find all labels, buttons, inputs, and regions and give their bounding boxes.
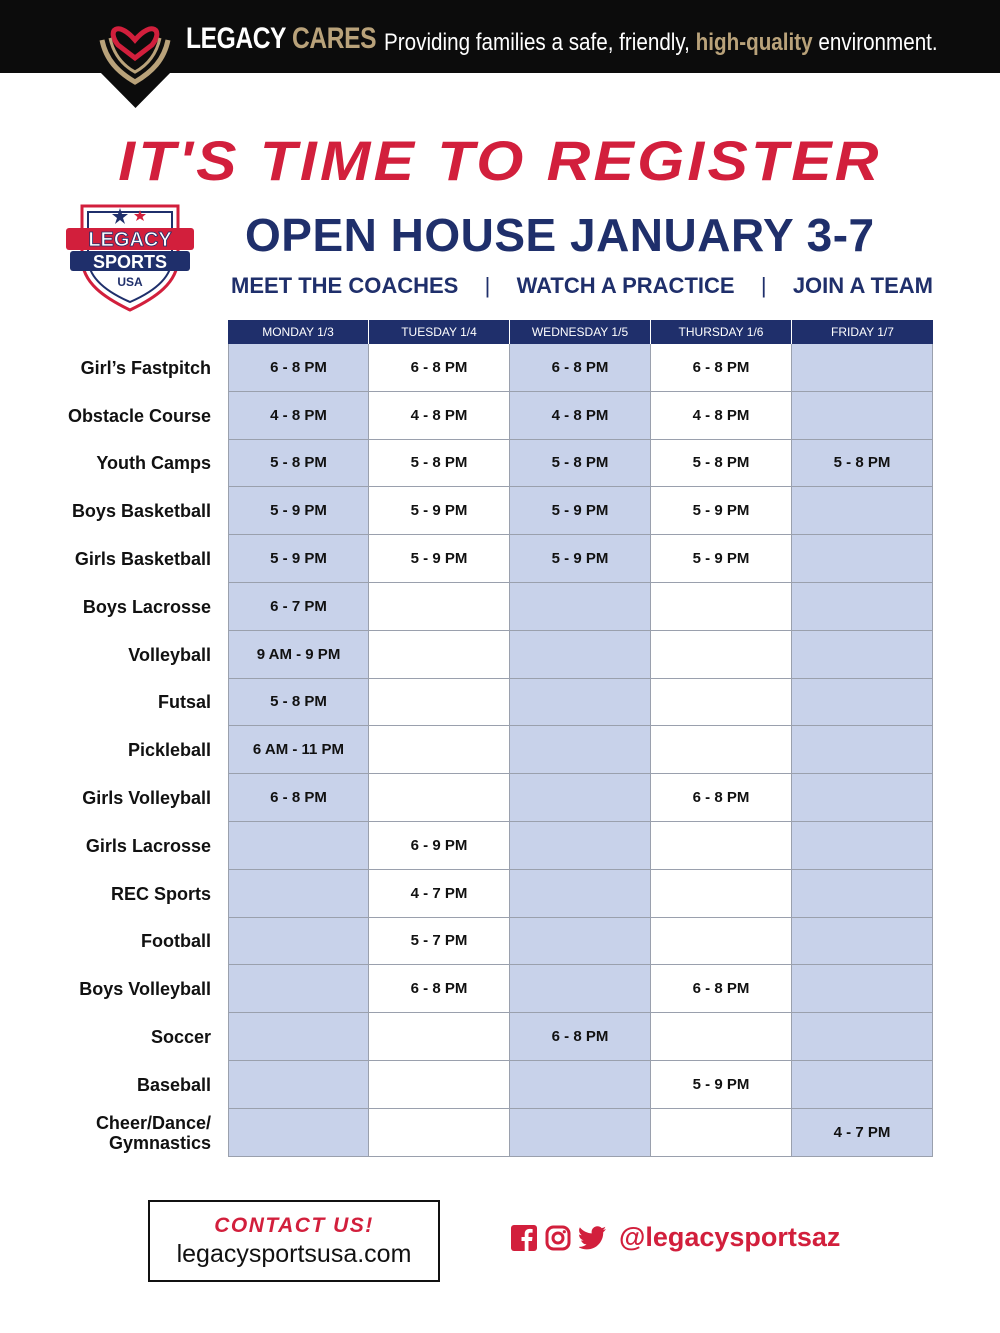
top-banner	[0, 0, 1000, 73]
table-row	[0, 1061, 1000, 1109]
time-cell: 6 - 8 PM	[651, 965, 792, 1013]
time-cell: 5 - 7 PM	[369, 918, 510, 966]
time-cell: 5 - 9 PM	[228, 487, 369, 535]
sport-label	[128, 726, 211, 774]
sport-label-text: Obstacle Course	[67, 405, 211, 426]
time-cell	[651, 583, 792, 631]
time-cell	[510, 679, 651, 727]
sport-label-text: Cheer/Dance/ Gymnastics	[95, 1112, 211, 1153]
contact-box	[148, 1200, 440, 1282]
sport-label-text: Girls Basketball	[74, 549, 211, 570]
time-cell: 4 - 8 PM	[369, 392, 510, 440]
table-row	[0, 631, 1000, 679]
sport-label	[96, 1109, 211, 1157]
sport-label-text: Pickleball	[127, 740, 211, 761]
time-cell	[792, 679, 933, 727]
sport-label	[68, 392, 211, 440]
sport-label-text: REC Sports	[110, 883, 211, 904]
sport-label	[79, 965, 211, 1013]
sport-label-text: Boys Basketball	[71, 501, 211, 522]
table-row	[0, 583, 1000, 631]
time-cell: 5 - 9 PM	[228, 535, 369, 583]
time-cell: 5 - 9 PM	[369, 535, 510, 583]
time-cell	[228, 1013, 369, 1061]
time-cell: 5 - 8 PM	[651, 440, 792, 488]
time-cell	[792, 918, 933, 966]
schedule-rows	[0, 344, 1000, 1157]
time-cell: 6 - 7 PM	[228, 583, 369, 631]
time-cell: 5 - 9 PM	[651, 487, 792, 535]
row-cells	[228, 1109, 933, 1157]
row-cells	[228, 1013, 933, 1061]
table-row	[0, 392, 1000, 440]
sport-label	[151, 1013, 211, 1061]
time-cell	[792, 774, 933, 822]
time-cell: 5 - 9 PM	[651, 1061, 792, 1109]
time-cell: 6 - 9 PM	[369, 822, 510, 870]
sport-label	[137, 1061, 211, 1109]
time-cell	[228, 965, 369, 1013]
time-cell: 4 - 8 PM	[651, 392, 792, 440]
time-cell	[510, 918, 651, 966]
time-cell: 5 - 8 PM	[228, 440, 369, 488]
row-cells	[228, 583, 933, 631]
table-row	[0, 965, 1000, 1013]
time-cell: 6 - 8 PM	[510, 344, 651, 392]
sport-label-text: Boys Lacrosse	[82, 596, 211, 617]
sport-label	[83, 583, 211, 631]
time-cell	[792, 822, 933, 870]
subline-separator: |	[760, 273, 767, 298]
time-cell: 6 - 8 PM	[651, 774, 792, 822]
time-cell	[651, 870, 792, 918]
schedule-header-row	[228, 320, 933, 344]
brand-name	[186, 22, 376, 56]
tagline-part1: Providing families a safe, friendly,	[384, 29, 696, 56]
time-cell	[651, 1109, 792, 1157]
sport-label-text: Youth Camps	[96, 453, 211, 474]
row-cells	[228, 392, 933, 440]
row-cells	[228, 1061, 933, 1109]
time-cell: 4 - 7 PM	[369, 870, 510, 918]
day-header: WEDNESDAY 1/5	[510, 320, 651, 344]
time-cell	[510, 1061, 651, 1109]
time-cell: 6 - 8 PM	[228, 344, 369, 392]
time-cell	[510, 631, 651, 679]
time-cell	[792, 726, 933, 774]
sport-label	[72, 487, 211, 535]
table-row	[0, 1109, 1000, 1157]
day-header: THURSDAY 1/6	[651, 320, 792, 344]
subline-meet-coaches: MEET THE COACHES	[231, 273, 459, 298]
subline-separator: |	[484, 273, 491, 298]
time-cell	[228, 1109, 369, 1157]
sport-label	[75, 535, 211, 583]
row-cells	[228, 726, 933, 774]
day-header: MONDAY 1/3	[228, 320, 369, 344]
time-cell: 5 - 8 PM	[228, 679, 369, 727]
time-cell: 4 - 8 PM	[510, 392, 651, 440]
row-cells	[228, 344, 933, 392]
sport-label	[158, 679, 211, 727]
sport-label	[128, 631, 211, 679]
twitter-icon[interactable]	[579, 1226, 607, 1250]
contact-url[interactable]: legacysportsusa.com	[176, 1240, 412, 1268]
sport-label	[111, 870, 211, 918]
time-cell	[369, 583, 510, 631]
time-cell	[651, 726, 792, 774]
time-cell	[369, 679, 510, 727]
time-cell	[792, 965, 933, 1013]
table-row	[0, 535, 1000, 583]
table-row	[0, 344, 1000, 392]
time-cell: 6 - 8 PM	[369, 344, 510, 392]
subline	[231, 273, 933, 299]
time-cell	[510, 774, 651, 822]
brand-name-part2: CARES	[292, 22, 377, 55]
row-cells	[228, 535, 933, 583]
time-cell: 4 - 8 PM	[228, 392, 369, 440]
time-cell	[510, 726, 651, 774]
logo-line3: USA	[117, 275, 143, 289]
day-header: TUESDAY 1/4	[369, 320, 510, 344]
time-cell	[792, 631, 933, 679]
time-cell	[651, 679, 792, 727]
social-links	[511, 1222, 840, 1253]
time-cell	[792, 344, 933, 392]
row-cells	[228, 774, 933, 822]
sport-label-text: Soccer	[150, 1027, 211, 1048]
time-cell: 4 - 7 PM	[792, 1109, 933, 1157]
sport-label-text: Girls Lacrosse	[85, 835, 211, 856]
time-cell: 5 - 8 PM	[369, 440, 510, 488]
time-cell: 5 - 8 PM	[792, 440, 933, 488]
sport-label	[81, 344, 211, 392]
sport-label-text: Baseball	[136, 1074, 211, 1095]
row-cells	[228, 631, 933, 679]
time-cell: 6 - 8 PM	[510, 1013, 651, 1061]
time-cell	[792, 1061, 933, 1109]
table-row	[0, 679, 1000, 727]
time-cell: 5 - 8 PM	[510, 440, 651, 488]
open-house-title: OPEN HOUSE JANUARY 3-7	[245, 209, 875, 261]
sport-label	[96, 440, 211, 488]
time-cell	[228, 870, 369, 918]
row-cells	[228, 870, 933, 918]
legacy-sports-usa-logo	[60, 198, 200, 313]
table-row	[0, 918, 1000, 966]
row-cells	[228, 487, 933, 535]
row-cells	[228, 822, 933, 870]
subline-join-team: JOIN A TEAM	[792, 273, 933, 298]
time-cell	[651, 822, 792, 870]
sport-label-text: Volleyball	[128, 644, 211, 665]
logo-line2: SPORTS	[92, 252, 168, 272]
tagline	[384, 29, 938, 57]
time-cell	[510, 583, 651, 631]
legacy-cares-logo	[88, 0, 183, 108]
time-cell	[510, 1109, 651, 1157]
row-cells	[228, 918, 933, 966]
time-cell	[510, 822, 651, 870]
time-cell	[651, 918, 792, 966]
time-cell: 6 - 8 PM	[369, 965, 510, 1013]
time-cell	[792, 392, 933, 440]
time-cell: 6 AM - 11 PM	[228, 726, 369, 774]
time-cell: 6 - 8 PM	[228, 774, 369, 822]
row-cells	[228, 679, 933, 727]
instagram-icon[interactable]	[545, 1225, 571, 1251]
facebook-icon[interactable]	[511, 1225, 537, 1251]
time-cell	[651, 1013, 792, 1061]
time-cell	[792, 487, 933, 535]
time-cell	[369, 774, 510, 822]
table-row	[0, 1013, 1000, 1061]
brand-name-part1: LEGACY	[186, 22, 293, 55]
time-cell	[369, 726, 510, 774]
time-cell: 5 - 9 PM	[651, 535, 792, 583]
time-cell	[369, 1061, 510, 1109]
time-cell	[792, 583, 933, 631]
time-cell: 9 AM - 9 PM	[228, 631, 369, 679]
time-cell	[369, 1109, 510, 1157]
table-row	[0, 774, 1000, 822]
row-cells	[228, 965, 933, 1013]
time-cell: 5 - 9 PM	[369, 487, 510, 535]
time-cell	[792, 1013, 933, 1061]
sport-label-text: Football	[141, 931, 211, 952]
time-cell	[228, 822, 369, 870]
time-cell: 6 - 8 PM	[651, 344, 792, 392]
table-row	[0, 487, 1000, 535]
table-row	[0, 726, 1000, 774]
time-cell	[369, 631, 510, 679]
social-handle[interactable]: @legacysportsaz	[619, 1222, 841, 1252]
time-cell	[510, 870, 651, 918]
table-row	[0, 822, 1000, 870]
row-cells	[228, 440, 933, 488]
time-cell: 5 - 9 PM	[510, 535, 651, 583]
sport-label	[141, 918, 211, 966]
sport-label	[82, 774, 211, 822]
time-cell	[228, 1061, 369, 1109]
headline: IT'S TIME TO REGISTER	[118, 129, 882, 192]
time-cell	[651, 631, 792, 679]
tagline-highlight: high-quality	[695, 29, 813, 56]
time-cell	[792, 870, 933, 918]
sport-label-text: Futsal	[157, 692, 211, 713]
sport-label-text: Boys Volleyball	[79, 979, 211, 1000]
tagline-part2: environment.	[812, 29, 938, 56]
logo-line1: LEGACY	[88, 229, 172, 251]
table-row	[0, 440, 1000, 488]
day-header: FRIDAY 1/7	[792, 320, 933, 344]
time-cell	[369, 1013, 510, 1061]
time-cell	[792, 535, 933, 583]
time-cell	[228, 918, 369, 966]
table-row	[0, 870, 1000, 918]
contact-title: CONTACT US!	[214, 1214, 374, 1237]
sport-label	[86, 822, 211, 870]
time-cell: 5 - 9 PM	[510, 487, 651, 535]
subline-watch-practice: WATCH A PRACTICE	[516, 273, 735, 298]
time-cell	[510, 965, 651, 1013]
sport-label-text: Girl’s Fastpitch	[80, 357, 211, 378]
sport-label-text: Girls Volleyball	[82, 788, 211, 809]
